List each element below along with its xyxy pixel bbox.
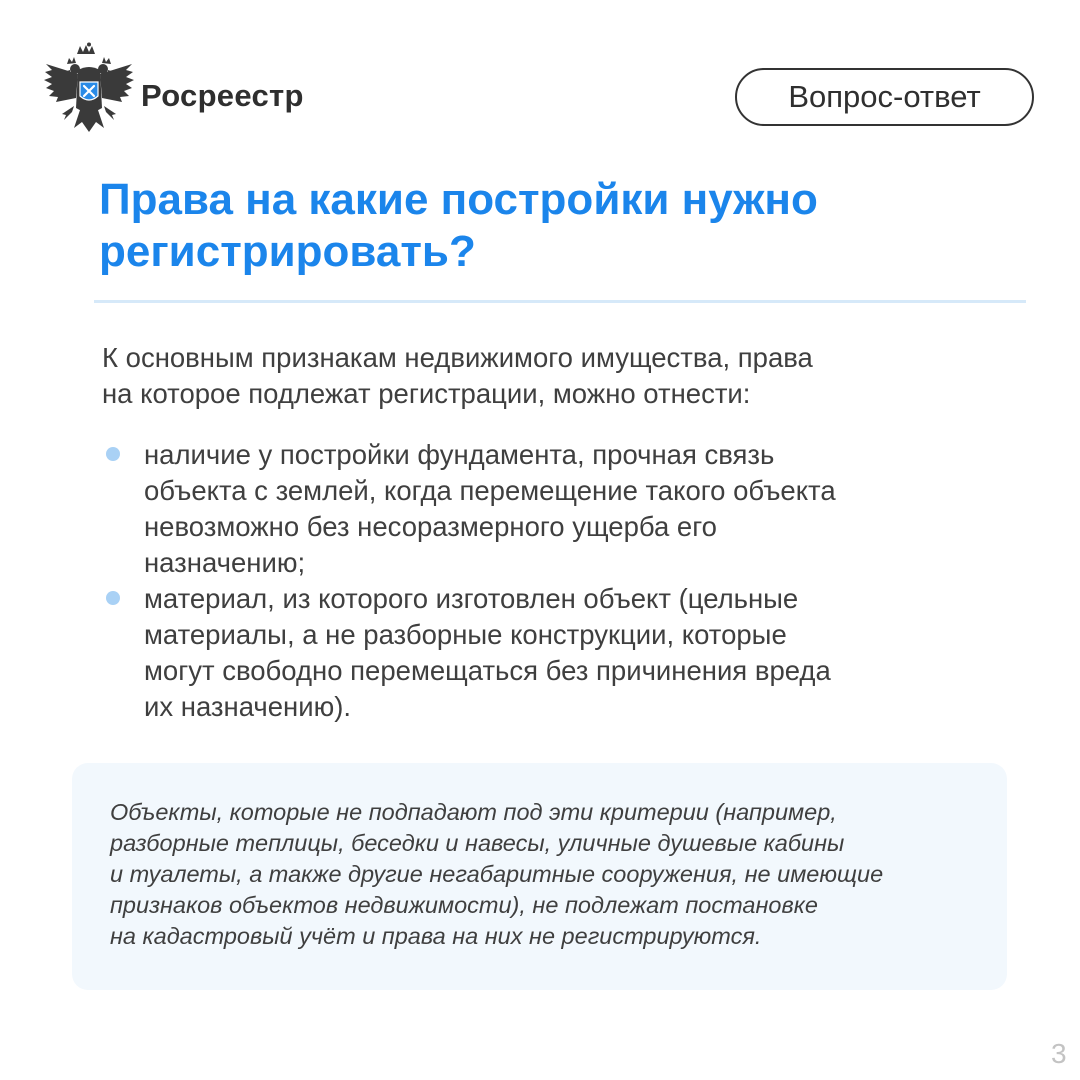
section-badge: Вопрос-ответ — [735, 68, 1034, 126]
bullet-dot-icon — [106, 447, 120, 461]
list-item-line: материалы, а не разборные конструкции, которые — [144, 619, 787, 650]
page-title — [99, 174, 999, 278]
rosreestr-emblem-icon — [44, 42, 134, 134]
bullet-dot-icon — [106, 591, 120, 605]
list-item-line: объекта с землей, когда перемещение такого объекта — [144, 475, 836, 506]
note-text — [110, 797, 990, 952]
intro-line: К основным признакам недвижимого имущества, права — [102, 342, 813, 373]
list-item — [102, 581, 1002, 725]
note-line: разборные теплицы, беседки и навесы, уличные душевые кабины — [110, 830, 845, 856]
list-item-line: их назначению). — [144, 691, 352, 722]
note-box — [72, 763, 1007, 990]
title-line: регистрировать? — [99, 227, 476, 276]
brand-name: Росреестр — [141, 78, 304, 113]
title-line: Права на какие постройки нужно — [99, 175, 818, 224]
intro-paragraph — [102, 340, 1002, 412]
page-number: 3 — [1051, 1038, 1067, 1069]
list-item-line: назначению; — [144, 547, 306, 578]
header — [0, 0, 1080, 160]
criteria-list — [102, 437, 1002, 725]
note-line: Объекты, которые не подпадают под эти критерии (например, — [110, 799, 837, 825]
list-item-line: наличие у постройки фундамента, прочная связь — [144, 439, 775, 470]
list-item-line: могут свободно перемещаться без причинения вреда — [144, 655, 831, 686]
note-line: и туалеты, а также другие негабаритные сооружения, не имеющие — [110, 861, 884, 887]
note-line: признаков объектов недвижимости), не подлежат постановке — [110, 892, 818, 918]
list-item — [102, 437, 1002, 581]
list-item-line: невозможно без несоразмерного ущерба его — [144, 511, 717, 542]
title-divider — [94, 300, 1026, 303]
intro-line: на которое подлежат регистрации, можно отнести: — [102, 378, 751, 409]
list-item-line: материал, из которого изготовлен объект (цельные — [144, 583, 799, 614]
note-line: на кадастровый учёт и права на них не регистрируются. — [110, 923, 762, 949]
